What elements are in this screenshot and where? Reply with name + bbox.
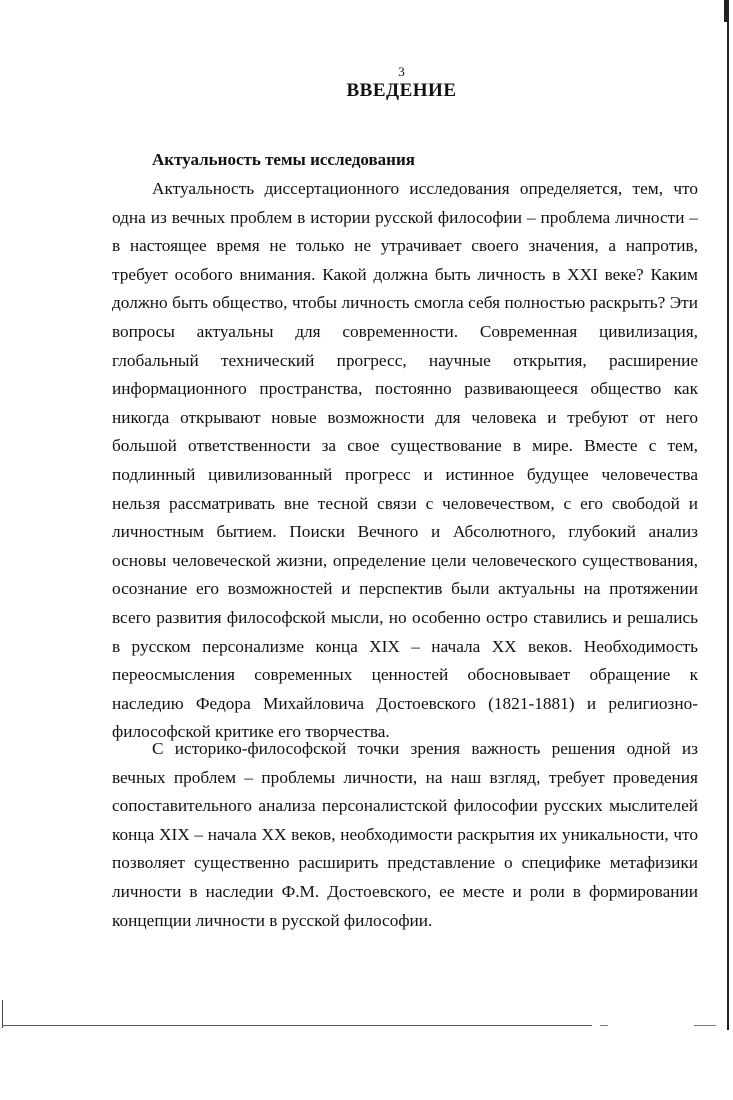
scan-page-border-left <box>2 1000 3 1028</box>
page-title: ВВЕДЕНИЕ <box>346 80 457 101</box>
section-heading: Актуальность темы исследования <box>152 150 415 169</box>
scan-page-border-right <box>727 0 729 1030</box>
body-paragraph: С историко-философской точки зрения важность решения одной из вечных проблем – проблемы личности, на наш взгляд, требует проведения сопоставительного анализа персоналистской философии русских мыслителей конца XIX – начала XX веков, необходимости раскрытия их уникальности, что позволяет существенно расширить представление о специфике метафизики личности в наследии Ф.М. Достоевского, ее месте и роли в формировании концепции личности в русской философии. <box>112 739 698 930</box>
body-paragraph: Актуальность диссертационного исследования определяется, тем, что одна из вечных проблем в истории русской философии – проблема личности – в настоящее время не только не утрачивает своего значения, а напротив, требует особого внимания. Какой должна быть личность в XXI веке? Каким должно быть общество, чтобы личность смогла себя полностью раскрыть? Эти вопросы актуальны для современности. Современная цивилизация, глобальный технический прогресс, научные открытия, расширение информационного пространства, постоянно развивающееся общество как никогда открывают новые возможности для человека и требуют от него большой ответственности за свое существование в мире. Вместе с тем, подлинный цивилизованный прогресс и истинное будущее человечества нельзя рассматривать вне тесной связи с человечеством, с его свободой и личностным бытием. Поиски Вечного и Абсолютного, глубокий анализ основы человеческой жизни, определение цели человеческого существования, осознание его возможностей и перспектив были актуальны на протяжении всего развития философской мысли, но особенно остро ставились и решались в русском персонализме конца XIX – начала XX веков. Необходимость переосмысления современных ценностей обосновывает обращение к наследию Федора Михайловича Достоевского (1821-1881) и религиозно-философской критике его творчества. <box>112 179 698 742</box>
scan-page-border-bottom <box>2 1025 592 1026</box>
page-number: 3 <box>398 64 405 79</box>
scan-edge-dash <box>694 1025 716 1026</box>
scan-edge-dash <box>600 1025 608 1026</box>
